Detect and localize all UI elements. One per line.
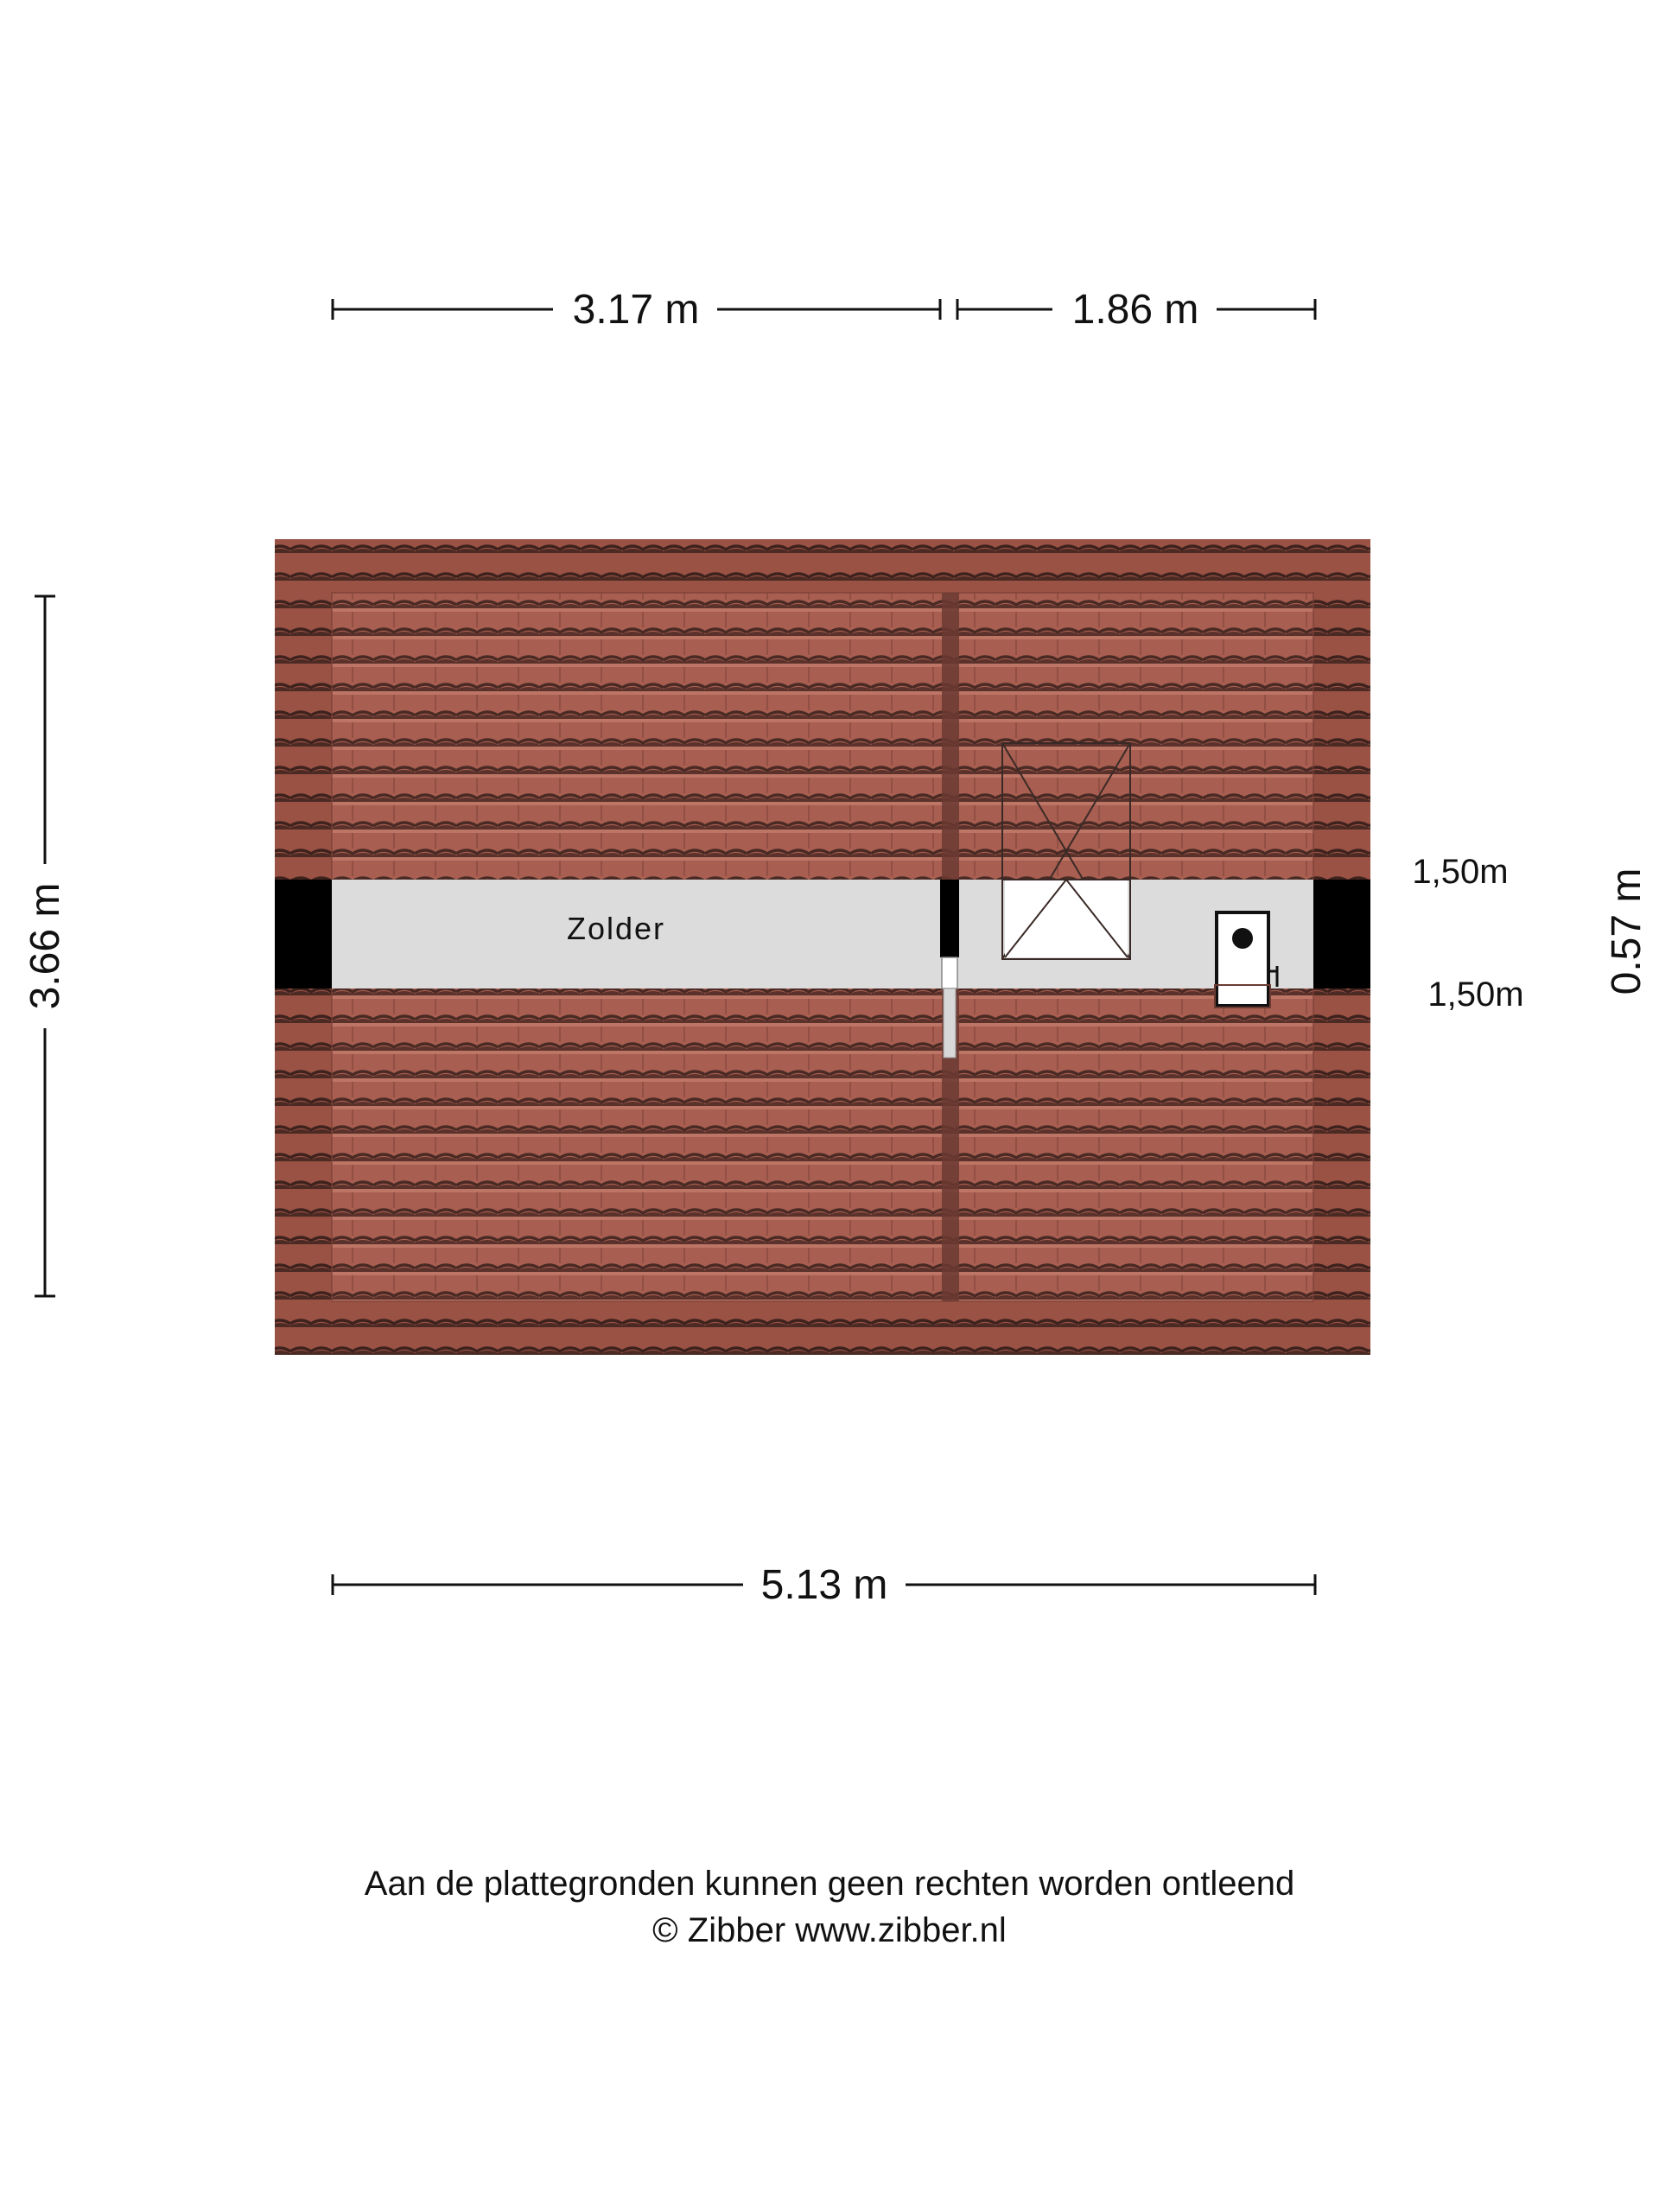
partition-wall (940, 880, 959, 957)
door-opening (942, 957, 957, 988)
height-label-lower: 1,50m (1427, 976, 1524, 1014)
footer-credit: © Zibber www.zibber.nl (652, 1911, 1007, 1949)
dimension-top-left (333, 287, 940, 333)
footer-disclaimer: Aan de plattegronden kunnen geen rechten worden ontleend (364, 1865, 1295, 1903)
floor-area (332, 880, 1313, 988)
boiler-icon (1215, 912, 1277, 1007)
wall-left (275, 880, 332, 988)
height-label-upper: 1,50m (1412, 853, 1509, 891)
dimension-left (22, 596, 68, 1296)
dimension-label-top-right: 1.86 m (1071, 287, 1199, 333)
dimension-label-right: 0.57 m (1604, 868, 1649, 995)
dimension-top-right (957, 287, 1315, 333)
wall-right (1313, 880, 1370, 988)
dimension-label-bottom: 5.13 m (760, 1562, 888, 1608)
dimension-label-left: 3.66 m (22, 882, 68, 1010)
dimension-bottom (333, 1562, 1315, 1608)
room-label: Zolder (566, 911, 666, 946)
dimension-label-top-left: 3.17 m (572, 287, 700, 333)
